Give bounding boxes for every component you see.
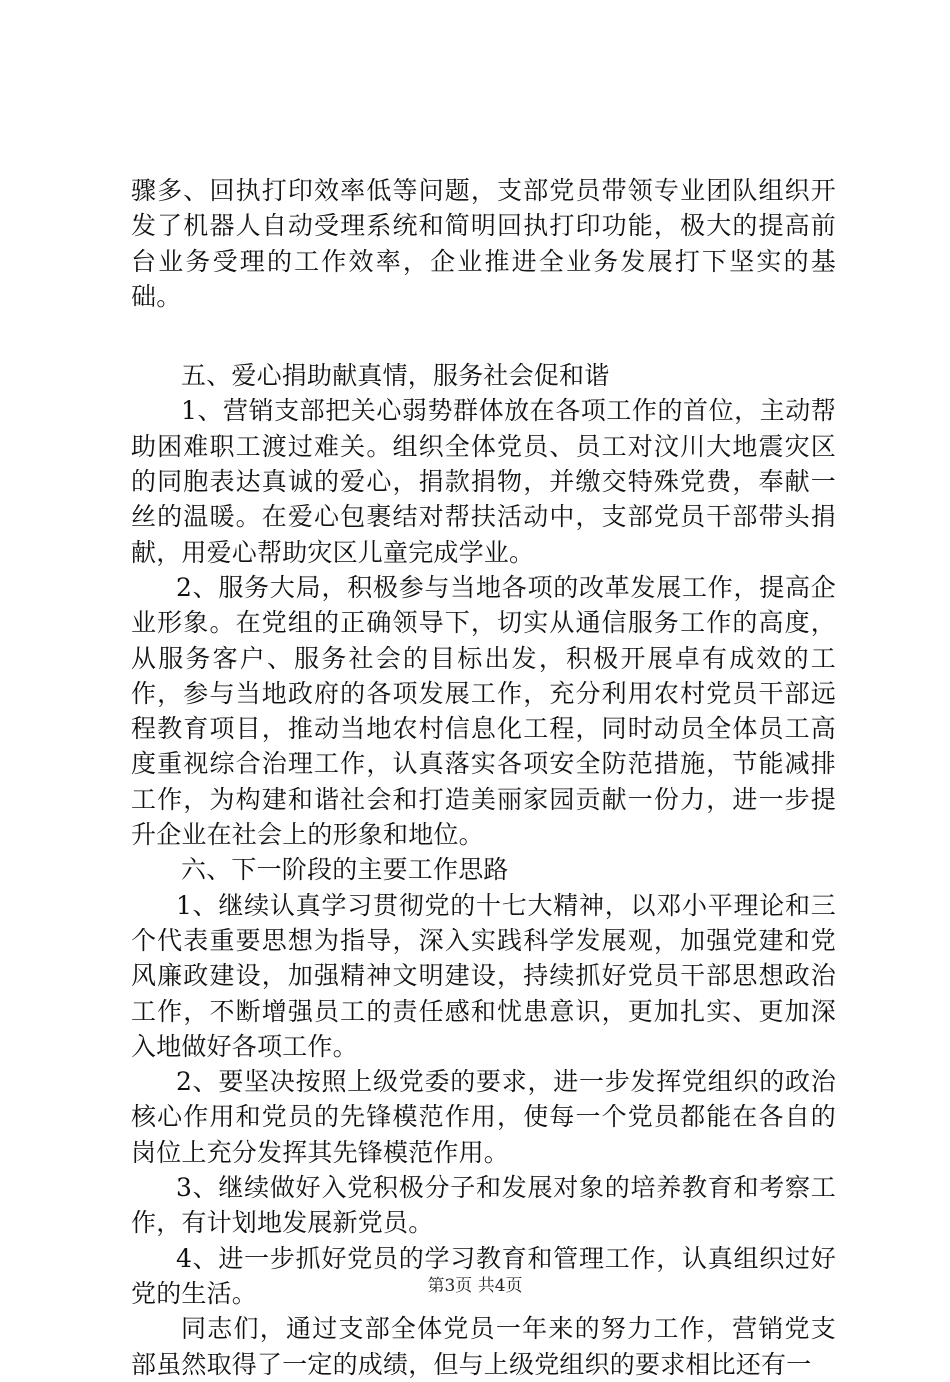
page-number-footer: 第3页 共4页 [427,1276,523,1296]
paragraph-five-item-1: 1、营销支部把关心弱势群体放在各项工作的首位，主动帮助困难职工渡过难关。组织全体党员、员工对汶川大地震灾区的同胞表达真诚的爱心，捐款捐物，并缴交特殊党费，奉献一丝的温暖。在爱心包裹结对帮扶活动中，支部党员干部带头捐献，用爱心帮助灾区儿童完成学业。 [131,396,836,567]
paragraph-closing: 同志们，通过支部全体党员一年来的努力工作，营销党支部虽然取得了一定的成绩，但与上级党组织的要求相比还有一 [131,1314,836,1379]
paragraph-six-item-2: 2、要坚决按照上级党委的要求，进一步发挥党组织的政治核心作用和党员的先锋模范作用，使每一个党员都能在各自的岗位上充分发挥其先锋模范作用。 [131,1067,836,1167]
section-heading-six: 六、下一阶段的主要工作思路 [181,855,509,885]
paragraph-six-item-4: 4、进一步抓好党员的学习教育和管理工作，认真组织过好党的生活。 [131,1243,836,1308]
section-heading-five: 五、爱心捐助献真情，服务社会促和谐 [181,361,610,391]
paragraph-six-item-1: 1、继续认真学习贯彻党的十七大精神，以邓小平理论和三个代表重要思想为指导，深入实践科学发展观，加强党建和党风廉政建设，加强精神文明建设，持续抓好党员干部思想政治工作，不断增强员工的责任感和忧患意识，更加扎实、更加深入地做好各项工作。 [131,890,836,1061]
document-body [131,173,836,1382]
paragraph-continuation: 骤多、回执打印效率低等问题，支部党员带领专业团队组织开发了机器人自动受理系统和简明回执打印功能，极大的提高前台业务受理的工作效率，企业推进全业务发展打下坚实的基础。 [131,176,836,311]
paragraph-six-item-3: 3、继续做好入党积极分子和发展对象的培养教育和考察工作，有计划地发展新党员。 [131,1173,836,1238]
paragraph-five-item-2: 2、服务大局，积极参与当地各项的改革发展工作，提高企业形象。在党组的正确领导下，切实从通信服务工作的高度，从服务客户、服务社会的目标出发，积极开展卓有成效的工作，参与当地政府的各项发展工作，充分利用农村党员干部远程教育项目，推动当地农村信息化工程，同时动员全体员工高度重视综合治理工作，认真落实各项安全防范措施，节能减排工作，为构建和谐社会和打造美丽家园贡献一份力，进一步提升企业在社会上的形象和地位。 [131,572,836,850]
